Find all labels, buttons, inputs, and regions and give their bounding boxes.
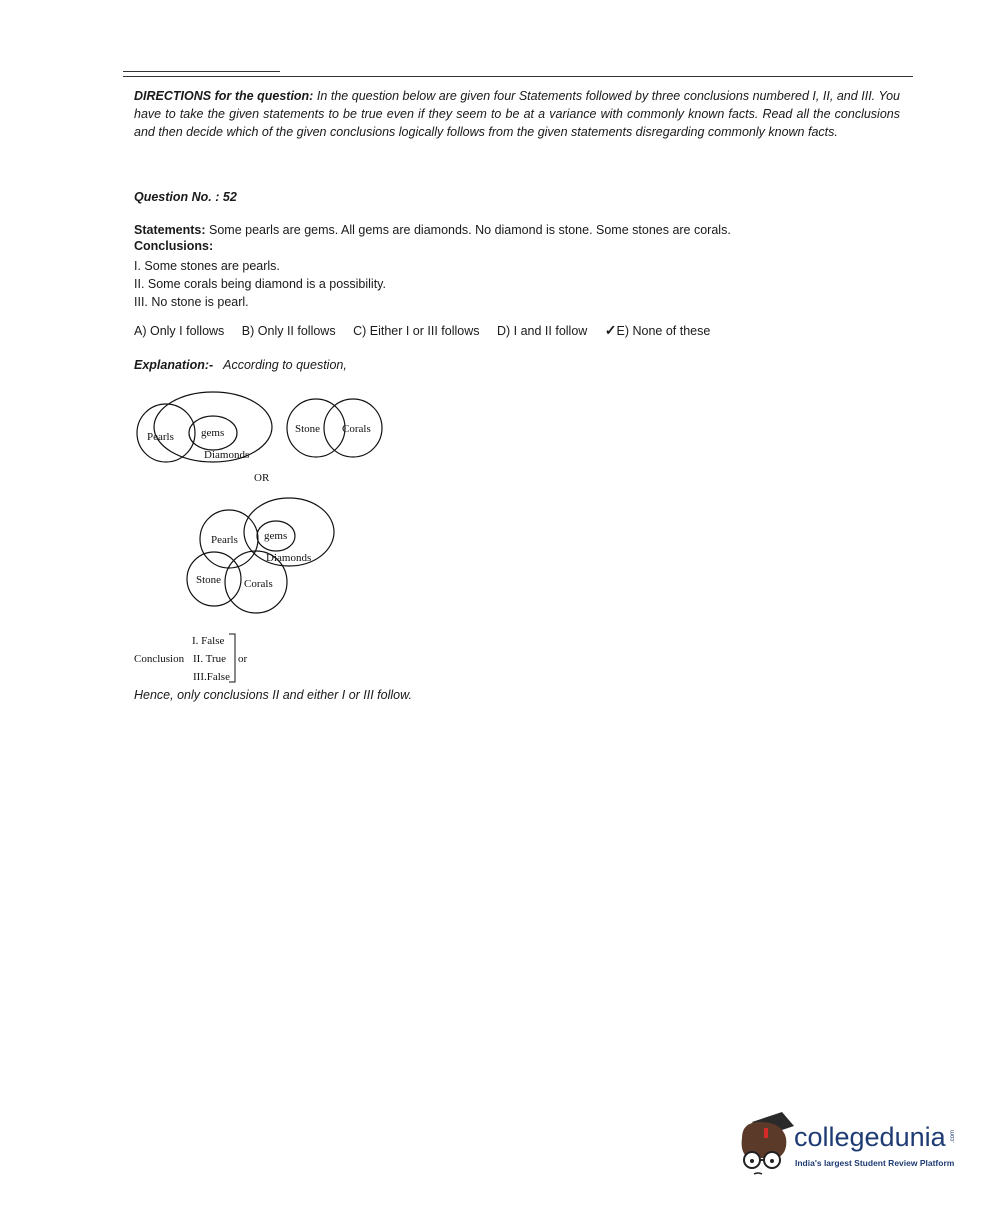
conclusion-ii: II. True	[193, 653, 227, 665]
label-stone-2: Stone	[196, 574, 222, 586]
conclusions-label: Conclusions:	[134, 239, 214, 253]
label-corals: Corals	[342, 423, 371, 435]
logo-com: .com	[950, 1130, 956, 1144]
directions-label: DIRECTIONS for the question:	[134, 89, 314, 103]
option-b[interactable]: B) Only II follows	[241, 324, 336, 338]
logo-wordmark: collegedunia	[794, 1122, 946, 1152]
label-diamonds: Diamonds	[204, 449, 250, 461]
explanation-text: According to question,	[223, 358, 347, 372]
conclusion-or: or	[238, 653, 248, 665]
label-corals-2: Corals	[244, 578, 273, 590]
option-e[interactable]: E) None of these	[616, 324, 711, 338]
statements-text: Some pearls are gems. All gems are diamonds. No diamond is stone. Some stones are corals.	[205, 223, 731, 237]
label-gems-2: gems	[264, 530, 288, 542]
label-or: OR	[254, 472, 270, 484]
label-gems: gems	[201, 427, 225, 439]
option-a[interactable]: A) Only I follows	[134, 324, 225, 338]
question-number: Question No. : 52	[134, 190, 237, 204]
conclusion-3: III. No stone is pearl.	[134, 295, 249, 309]
mascot-icon	[738, 1108, 794, 1180]
option-c[interactable]: C) Either I or III follows	[353, 324, 480, 338]
label-pearls: Pearls	[147, 431, 174, 443]
label-diamonds-2: Diamonds	[266, 552, 312, 564]
conclusion-iii: III.False	[193, 671, 230, 683]
label-pearls-2: Pearls	[211, 534, 238, 546]
logo-tagline: India's largest Student Review Platform	[795, 1158, 955, 1168]
conclusion-i: I. False	[192, 635, 225, 647]
option-d[interactable]: D) I and II follow	[496, 324, 588, 338]
directions-text: In the question below are given four Statements followed by three conclusions numbered I, II, and III. You have to take the given statements to be true even if they seem to be at a variance with commonly known facts. Read all the conclusions and then decide which of the given conclusions logically follows from the given statements disregarding commonly known facts.	[134, 89, 900, 139]
conclusion-label: Conclusion	[134, 653, 185, 665]
conclusion-1: I. Some stones are pearls.	[134, 259, 280, 273]
explanation-label: Explanation:-	[134, 358, 214, 372]
correct-check-icon: ✓	[604, 322, 617, 338]
label-stone: Stone	[295, 423, 321, 435]
hence-text: Hence, only conclusions II and either I or III follow.	[134, 688, 412, 702]
statements-label: Statements:	[134, 223, 206, 237]
conclusion-2: II. Some corals being diamond is a possibility.	[134, 277, 386, 291]
